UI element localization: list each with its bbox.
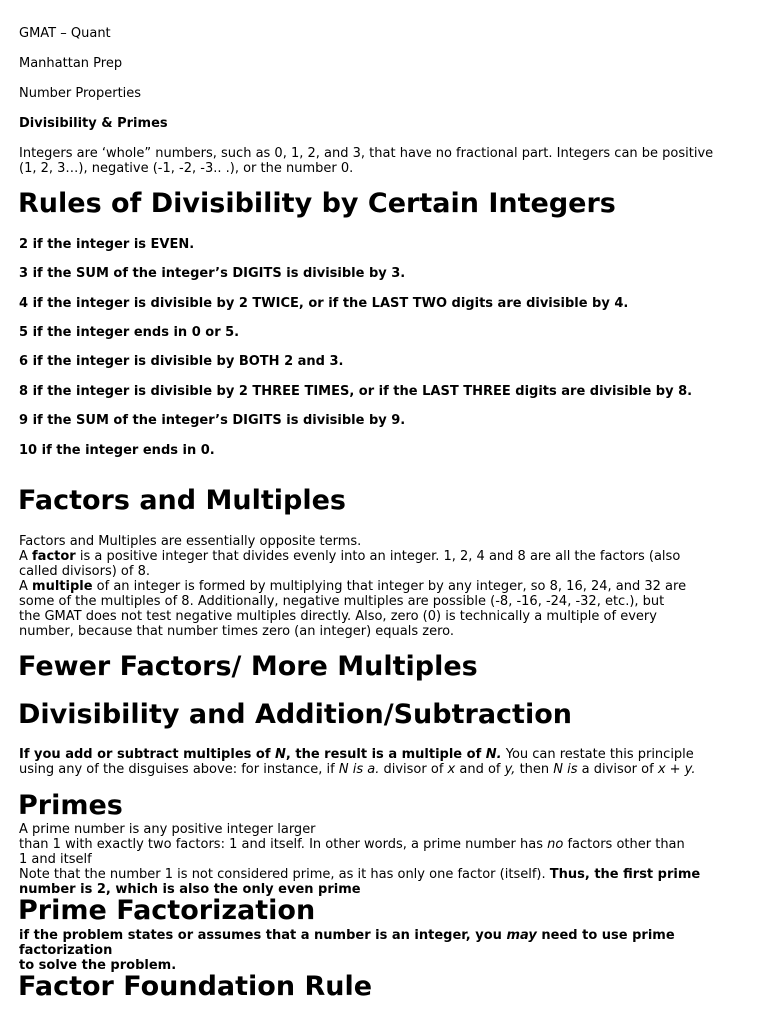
primes-line-3: 1 and itself [19,852,92,867]
multiple-term: multiple [32,579,93,594]
factors-heading: Factors and Multiples [18,485,346,516]
addsub-line-1: If you add or subtract multiples of N, the result is a multiple of N. You can restate this principle [19,747,694,762]
topic-line: Number Properties [19,86,142,101]
multiple-definition-2: some of the multiples of 8. Additionally, negative multiples are possible (-8, -16, -24, -32, etc.), but [19,594,665,609]
intro-line-1: Integers are ‘whole” numbers, such as 0, 1, 2, and 3, that have no fractional part. Integers can be positive [19,146,714,161]
factorization-line-2: factorization [19,943,113,958]
primes-line-5: number is 2, which is also the only even prime [19,882,361,897]
section-title: Divisibility & Primes [19,116,168,131]
multiple-definition-4: number, because that number times zero (an integer) equals zero. [19,624,455,639]
rule-item-4: 4 if the integer is divisible by 2 TWICE, or if the LAST TWO digits are divisible by 4. [19,296,629,311]
rule-item-5: 5 if the integer ends in 0 or 5. [19,325,240,340]
primes-line-2: than 1 with exactly two factors: 1 and itself. In other words, a prime number has no factors other than [19,837,685,852]
fewer-heading: Fewer Factors/ More Multiples [18,651,478,682]
addsub-heading: Divisibility and Addition/Subtraction [18,699,572,730]
intro-line-2: (1, 2, 3…), negative (-1, -2, -3.. .), or the number 0. [19,161,354,176]
multiple-definition: A multiple of an integer is formed by multiplying that integer by any integer, so 8, 16, 24, and 32 are [19,579,687,594]
rule-item-6: 6 if the integer is divisible by BOTH 2 and 3. [19,354,344,369]
factor-definition-2: called divisors) of 8. [19,564,151,579]
primes-line-1: A prime number is any positive integer larger [19,822,316,837]
factorization-heading: Prime Factorization [18,895,316,926]
source-line: Manhattan Prep [19,56,123,71]
rule-item-8: 8 if the integer is divisible by 2 THREE TIMES, or if the LAST THREE digits are divisible by 8. [19,384,693,399]
rule-item-9: 9 if the SUM of the integer’s DIGITS is divisible by 9. [19,413,406,428]
primes-heading: Primes [18,790,123,821]
rules-heading: Rules of Divisibility by Certain Integers [18,188,616,219]
factorization-line-3: to solve the problem. [19,958,177,973]
factor-term: factor [32,549,76,564]
rule-item-2: 2 if the integer is EVEN. [19,237,195,252]
addsub-line-2: using any of the disguises above: for instance, if N is a. divisor of x and of y, then N is a divisor of x + y. [19,762,696,777]
multiple-definition-3: the GMAT does not test negative multiples directly. Also, zero (0) is technically a multiple of every [19,609,657,624]
factor-definition: A factor is a positive integer that divides evenly into an integer. 1, 2, 4 and 8 are all the factors (also [19,549,681,564]
factors-intro: Factors and Multiples are essentially opposite terms. [19,534,362,549]
rule-item-10: 10 if the integer ends in 0. [19,443,215,458]
primes-line-4: Note that the number 1 is not considered prime, as it has only one factor (itself). Thus, the first prime [19,867,701,882]
foundation-heading: Factor Foundation Rule [18,971,373,1002]
factorization-line-1: if the problem states or assumes that a number is an integer, you may need to use prime [19,928,675,943]
subject-line: GMAT – Quant [19,26,111,41]
rule-item-3: 3 if the SUM of the integer’s DIGITS is divisible by 3. [19,266,406,281]
